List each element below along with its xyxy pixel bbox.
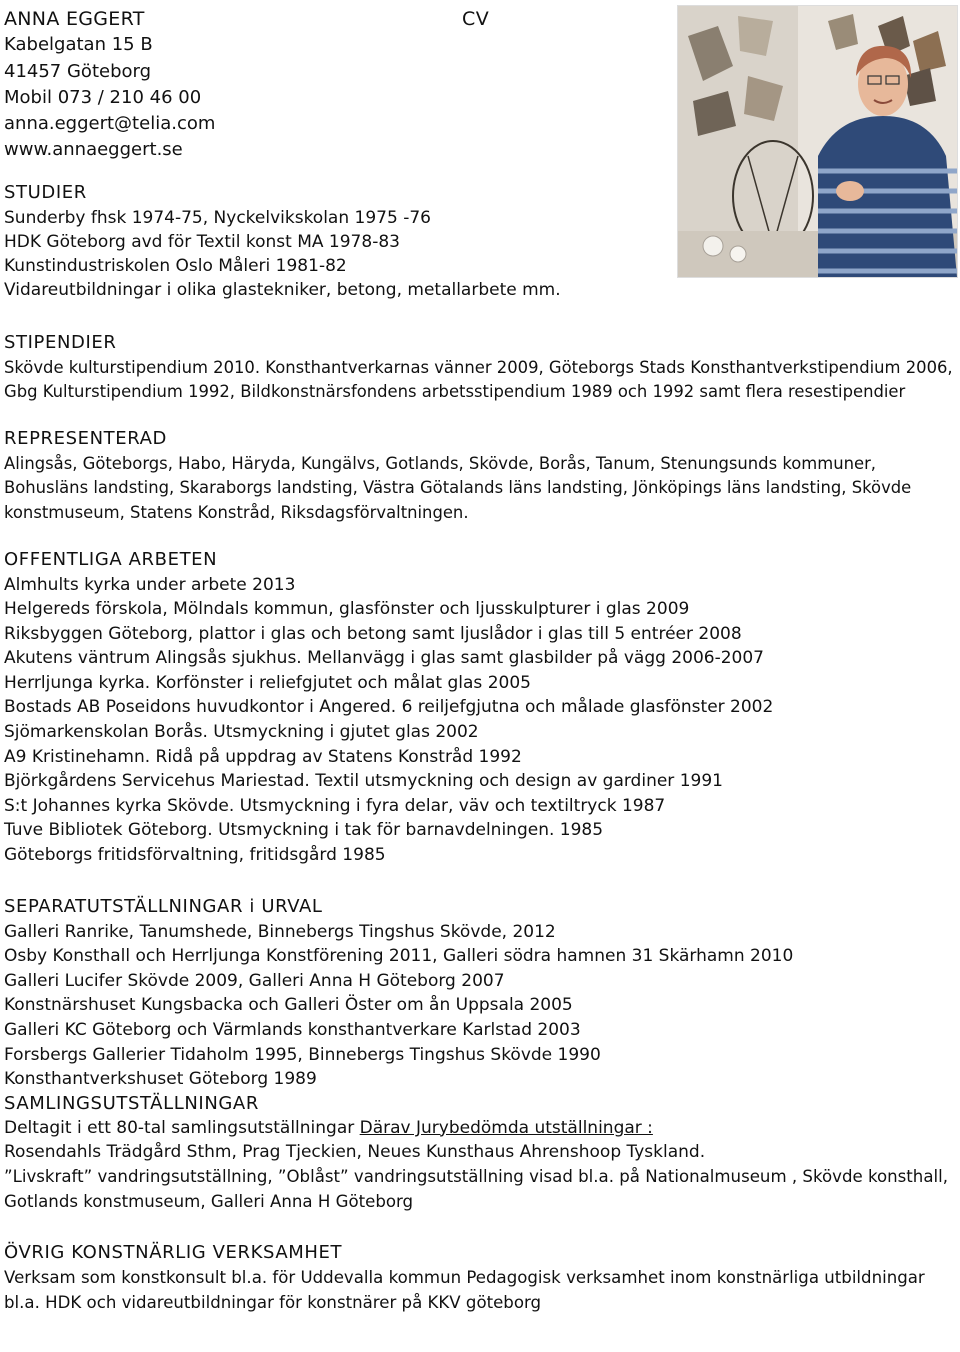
- spacer: [4, 1214, 956, 1240]
- list-item: Göteborgs fritidsförvaltning, fritidsgård 1985: [4, 845, 386, 866]
- list-item: Tuve Bibliotek Göteborg. Utsmyckning i tak för barnavdelningen. 1985: [4, 820, 604, 841]
- address-street: Kabelgatan 15 B: [4, 34, 153, 56]
- representerad-text: Alingsås, Göteborgs, Habo, Häryda, Kungälvs, Gotlands, Skövde, Borås, Tanum, Stenungsunds kommuner, Bohusläns landsting, Skaraborgs landsting, Västra Götalands läns landsting, Jönköpings läns landsting, Skövde konstmuseum, Statens Konstråd, Riksdagsförvaltningen.: [4, 453, 912, 522]
- list-item: Forsbergs Gallerier Tidaholm 1995, Binnebergs Tingshus Skövde 1990: [4, 1044, 601, 1065]
- list-item: Kunstindustriskolen Oslo Måleri 1981-82: [4, 256, 347, 277]
- section-ovrig-verksamhet: [4, 1240, 956, 1315]
- address-postal: 41457 Göteborg: [4, 60, 152, 82]
- email-address: anna.eggert@telia.com: [4, 113, 216, 135]
- ovrig-text: Verksam som konstkonsult bl.a. för Uddevalla kommun Pedagogisk verksamhet inom konstnärliga utbildningar bl.a. HDK och vidareutbildningar för konstnärer på KKV göteborg: [4, 1268, 925, 1312]
- stipendier-text: Skövde kulturstipendium 2010. Konsthantverkarnas vänner 2009, Göteborgs Stads Konsthantverkstipendium 2006, Gbg Kulturstipendium 1992, Bildkonstnärsfondens arbetsstipendium 1989 och 1992 samt flera resestipendier: [4, 357, 953, 402]
- list-item: Herrljunga kyrka. Korfönster i reliefgjutet och målat glas 2005: [4, 672, 531, 693]
- person-name: ANNA EGGERT: [4, 8, 145, 30]
- list-item: Osby Konsthall och Herrljunga Konstförening 2011, Galleri södra hamnen 31 Skärhamn 2010: [4, 946, 794, 967]
- section-heading-representerad: REPRESENTERAD: [4, 427, 167, 449]
- section-heading-ovrig: ÖVRIG KONSTNÄRLIG VERKSAMHET: [4, 1242, 343, 1264]
- section-offentliga-arbeten: [4, 547, 956, 868]
- spacer: [4, 526, 956, 547]
- spacer: [4, 303, 956, 330]
- section-heading-stipendier: STIPENDIER: [4, 331, 117, 353]
- list-item: A9 Kristinehamn. Ridå på uppdrag av Statens Konstråd 1992: [4, 746, 522, 767]
- samling-text: ”Livskraft” vandringsutställning, ”Oblåst” vandringsutställning visad bl.a. på Nationalmuseum , Skövde konsthall, Gotlands konstmuseum, Galleri Anna H Göteborg: [4, 1166, 948, 1211]
- samling-line: Rosendahls Trädgård Sthm, Prag Tjeckien, Neues Kunsthaus Ahrenshoop Tyskland.: [4, 1142, 706, 1163]
- section-samlingsutstallningar: [4, 1092, 956, 1214]
- samling-intro: Deltagit i ett 80-tal samlingsutställningar: [4, 1117, 360, 1138]
- list-item: Vidareutbildningar i olika glastekniker, betong, metallarbete mm.: [4, 280, 561, 301]
- section-stipendier: [4, 330, 956, 405]
- section-heading-studier: STUDIER: [4, 181, 87, 203]
- list-item: Almhults kyrka under arbete 2013: [4, 574, 296, 595]
- list-item: S:t Johannes kyrka Skövde. Utsmyckning i fyra delar, väv och textiltryck 1987: [4, 795, 666, 816]
- section-heading-offentliga: OFFENTLIGA ARBETEN: [4, 548, 218, 570]
- cv-label: CV: [462, 8, 490, 30]
- list-item: Galleri Ranrike, Tanumshede, Binnebergs Tingshus Skövde, 2012: [4, 921, 556, 942]
- website-address: www.annaeggert.se: [4, 139, 183, 161]
- list-item: Sunderby fhsk 1974-75, Nyckelvikskolan 1975 -76: [4, 207, 431, 228]
- jury-exhibitions-link[interactable]: Därav Jurybedömda utställningar :: [359, 1117, 653, 1138]
- samling-intro-line: [4, 1116, 956, 1141]
- section-separatutstallningar: [4, 894, 956, 1092]
- portrait-photo: [677, 5, 958, 278]
- list-item: Bostads AB Poseidons huvudkontor i Angered. 6 reiljefgjutna och målade glasfönster 2002: [4, 697, 774, 718]
- list-item: Helgereds förskola, Mölndals kommun, glasfönster och ljusskulpturer i glas 2009: [4, 599, 690, 620]
- phone-number: Mobil 073 / 210 46 00: [4, 86, 202, 108]
- list-item: Galleri Lucifer Skövde 2009, Galleri Anna H Göteborg 2007: [4, 970, 505, 991]
- spacer: [4, 405, 956, 426]
- list-item: Riksbyggen Göteborg, plattor i glas och betong samt ljuslådor i glas till 5 entréer 2008: [4, 623, 742, 644]
- section-heading-separat: SEPARATUTSTÄLLNINGAR i URVAL: [4, 895, 323, 917]
- list-item: HDK Göteborg avd för Textil konst MA 1978-83: [4, 231, 400, 252]
- list-item: Galleri KC Göteborg och Värmlands konsthantverkare Karlstad 2003: [4, 1020, 581, 1040]
- section-representerad: [4, 426, 956, 526]
- list-item: Akutens väntrum Alingsås sjukhus. Mellanvägg i glas samt glasbilder på vägg 2006-2007: [4, 648, 764, 669]
- list-item: Konsthantverkshuset Göteborg 1989: [4, 1069, 317, 1090]
- list-item: Konstnärshuset Kungsbacka och Galleri Öster om ån Uppsala 2005: [4, 995, 573, 1016]
- spacer: [4, 868, 956, 894]
- section-heading-samling: SAMLINGSUTSTÄLLNINGAR: [4, 1092, 259, 1114]
- list-item: Björkgårdens Servicehus Mariestad. Textil utsmyckning och design av gardiner 1991: [4, 771, 723, 792]
- list-item: Sjömarkenskolan Borås. Utsmyckning i gjutet glas 2002: [4, 722, 479, 743]
